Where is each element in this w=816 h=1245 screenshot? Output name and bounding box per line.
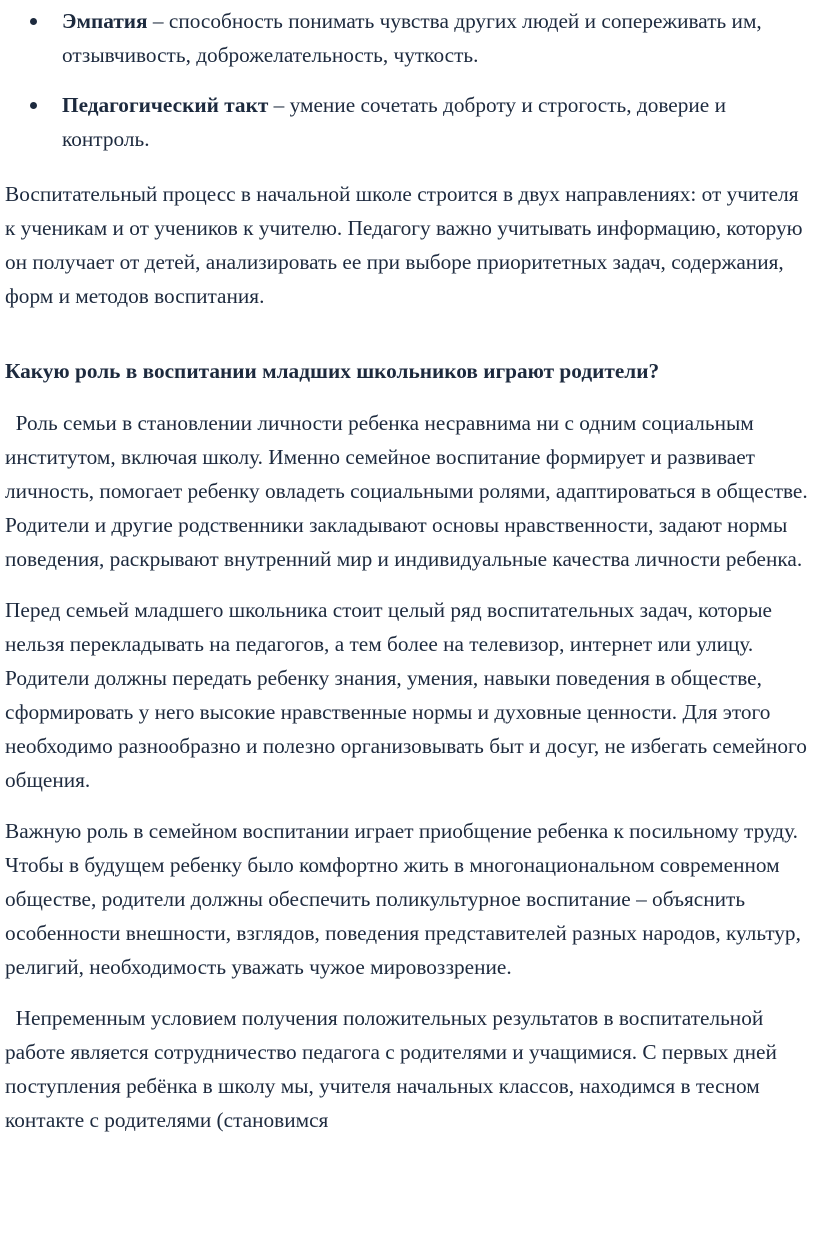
bullet-icon — [30, 102, 37, 109]
paragraph-upbringing-process: Воспитательный процесс в начальной школе строится в двух направлениях: от учителя к ученикам и от учеников к учителю. Педагогу важно учитывать информацию, которую он получает от детей, анализировать ее при выборе приоритетных задач, содержания, форм и методов воспитания. — [5, 182, 803, 308]
paragraph-cooperation: Непременным условием получения положительных результатов в воспитательной работе является сотрудничество педагога с родителями и учащимися. С первых дней поступления ребёнка в школу мы, учителя начальных классов, находимся в тесном контакте с родителями (становимся — [5, 1006, 783, 1132]
document-page — [5, 4, 813, 1137]
paragraph-family-role: Роль семьи в становлении личности ребенка несравнима ни с одним социальным институтом, включая школу. Именно семейное воспитание формирует и развивает личность, помогает ребенку овладеть социальными ролями, адаптироваться в обществе. Родители и другие родственники закладывают основы нравственности, задают нормы поведения, раскрывают внутренний мир и индивидуальные качества личности ребенка. — [5, 411, 814, 571]
quality-list — [5, 4, 813, 156]
paragraph-family-tasks: Перед семьей младшего школьника стоит целый ряд воспитательных задач, которые нельзя перекладывать на педагогов, а тем более на телевизор, интернет или улицу. Родители должны передать ребенку знания, умения, навыки поведения в обществе, сформировать у него высокие нравственные нормы и духовные ценности. Для этого необходимо разнообразно и полезно организовывать быт и досуг, не избегать семейного общения. — [5, 598, 807, 792]
list-item-term: Педагогический такт — [62, 93, 269, 117]
list-item-text: – умение сочетать доброту и строгость, доверие и контроль. — [62, 93, 726, 151]
list-item — [5, 4, 813, 72]
list-item-term: Эмпатия — [62, 9, 148, 33]
paragraph-labor-education: Важную роль в семейном воспитании играет приобщение ребенка к посильному труду. Чтобы в будущем ребенку было комфортно жить в многонациональном современном обществе, родители должны обеспечить поликультурное воспитание – объяснить особенности внешности, взглядов, поведения представителей разных народов, культур, религий, необходимость уважать чужое мировоззрение. — [5, 819, 801, 979]
list-item-text: – способность понимать чувства других людей и сопереживать им, отзывчивость, доброжелательность, чуткость. — [62, 9, 762, 67]
bullet-icon — [30, 18, 37, 25]
section-heading: Какую роль в воспитании младших школьников играют родители? — [5, 359, 660, 383]
list-item — [5, 88, 813, 156]
